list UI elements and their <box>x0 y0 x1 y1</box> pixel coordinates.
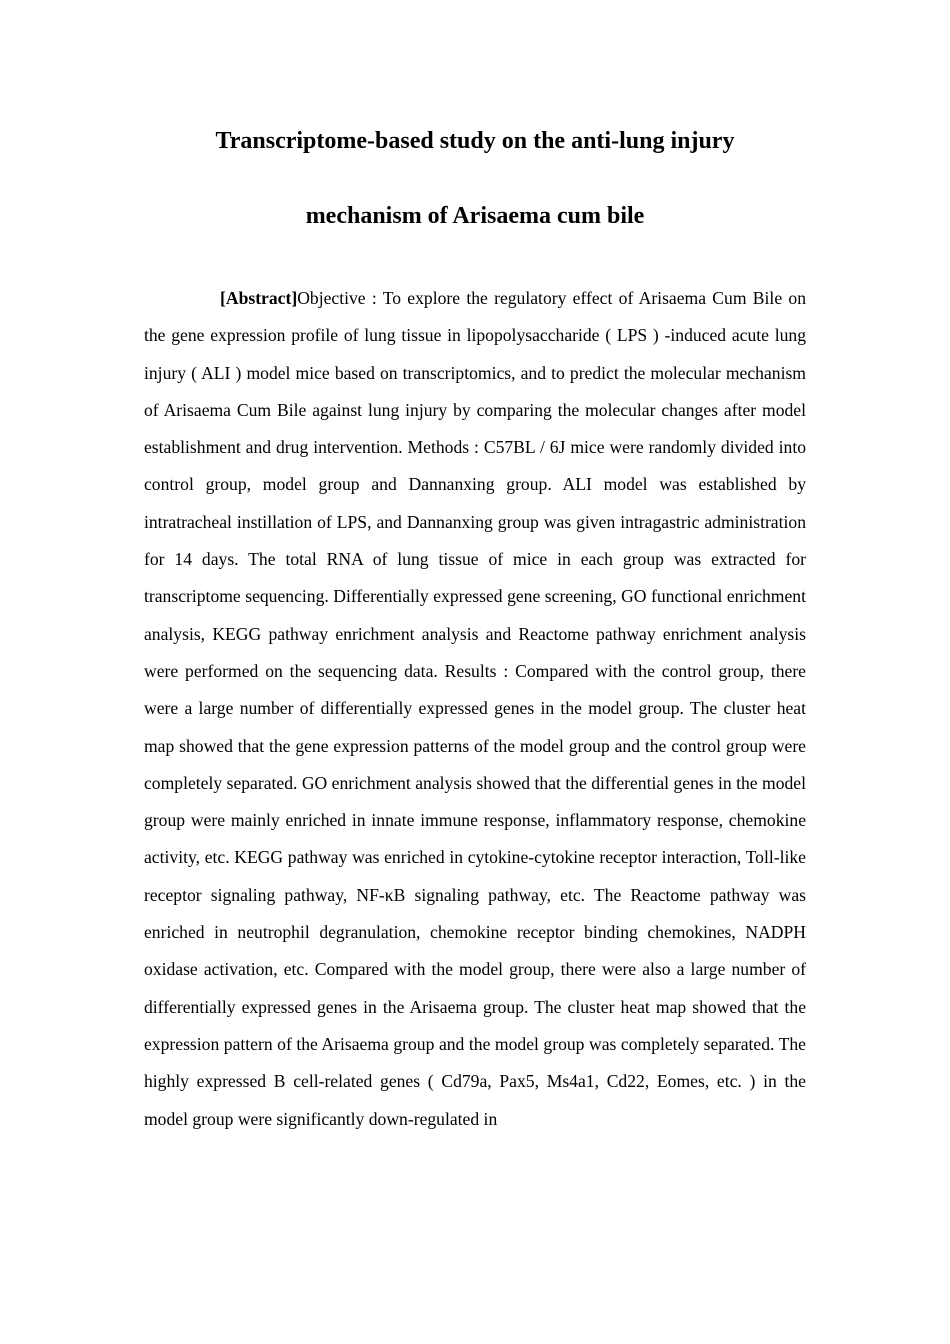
paper-title-line-2: mechanism of Arisaema cum bile <box>305 203 645 229</box>
abstract-paragraph <box>144 280 806 1138</box>
paper-title-line-1: Transcriptome-based study on the anti-lung injury <box>215 128 735 154</box>
abstract-label: [Abstract] <box>220 288 298 308</box>
abstract-text: Objective : To explore the regulatory effect of Arisaema Cum Bile on the gene expression profile of lung tissue in lipopolysaccharide ( LPS ) -induced acute lung injury ( ALI ) model mice based on transcriptomics, and to predict the molecular mechanism of Arisaema Cum Bile against lung injury by comparing the molecular changes after model establishment and drug intervention. Methods : C57BL / 6J mice were randomly divided into control group, model group and Dannanxing group. ALI model was established by intratracheal instillation of LPS, and Dannanxing group was given intragastric administration for 14 days. The total RNA of lung tissue of mice in each group was extracted for transcriptome sequencing. Differentially expressed gene screening, GO functional enrichment analysis, KEGG pathway enrichment analysis and Reactome pathway enrichment analysis were performed on the sequencing data. Results : Compared with the control group, there were a large number of differentially expressed genes in the model group. The cluster heat map showed that the gene expression patterns of the model group and the control group were completely separated. GO enrichment analysis showed that the differential genes in the model group were mainly enriched in innate immune response, inflammatory response, chemokine activity, etc. KEGG pathway was enriched in cytokine-cytokine receptor interaction, Toll-like receptor signaling pathway, NF-κB signaling pathway, etc. The Reactome pathway was enriched in neutrophil degranulation, chemokine receptor binding chemokines, NADPH oxidase activation, etc. Compared with the model group, there were also a large number of differentially expressed genes in the Arisaema group. The cluster heat map showed that the expression pattern of the Arisaema group and the model group was completely separated. The highly expressed B cell-related genes ( Cd79a, Pax5, Ms4a1, Cd22, Eomes, etc. ) in the model group were significantly down-regulated in <box>144 288 806 1129</box>
